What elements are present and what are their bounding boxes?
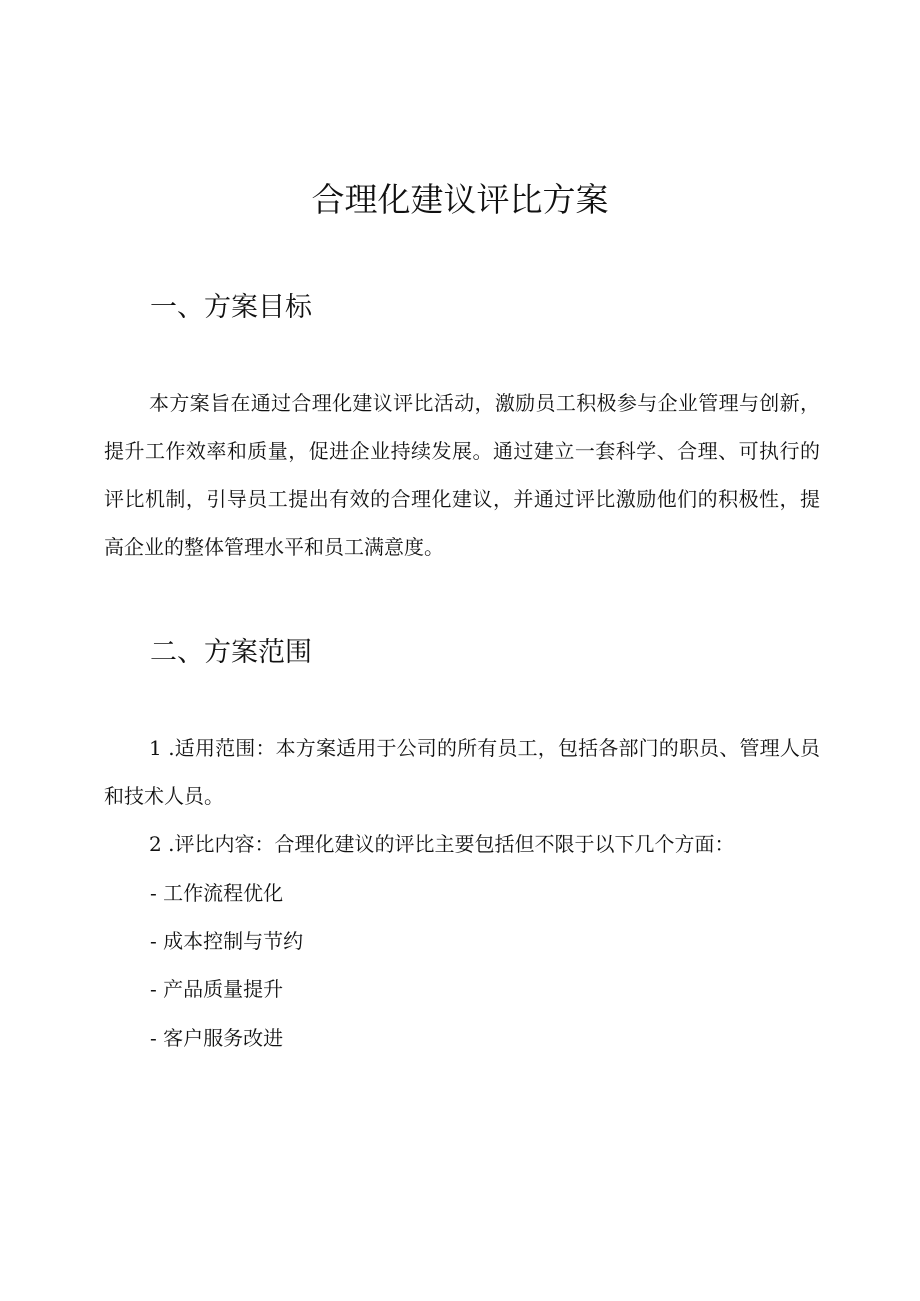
scope-item-content: 2 .评比内容：合理化建议的评比主要包括但不限于以下几个方面： — [149, 832, 735, 856]
scope-item-applicability: 1 .适用范围：本方案适用于公司的所有员工，包括各部门的职员、管理人员和技术人员。 — [104, 736, 820, 808]
section-heading-goals: 一、方案目标 — [150, 292, 312, 323]
section-heading-scope: 二、方案范围 — [150, 637, 312, 668]
document-title: 合理化建议评比方案 — [311, 180, 609, 219]
list-item: - 产品质量提升 — [150, 977, 284, 1001]
goals-paragraph: 本方案旨在通过合理化建议评比活动，激励员工积极参与企业管理与创新，提升工作效率和质量，促进企业持续发展。通过建立一套科学、合理、可执行的评比机制，引导员工提出有效的合理化建议，并通过评比激励他们的积极性，提高企业的整体管理水平和员工满意度。 — [104, 391, 820, 559]
list-item: - 客户服务改进 — [150, 1026, 284, 1050]
list-item: - 工作流程优化 — [150, 881, 284, 905]
list-item: - 成本控制与节约 — [150, 929, 304, 953]
